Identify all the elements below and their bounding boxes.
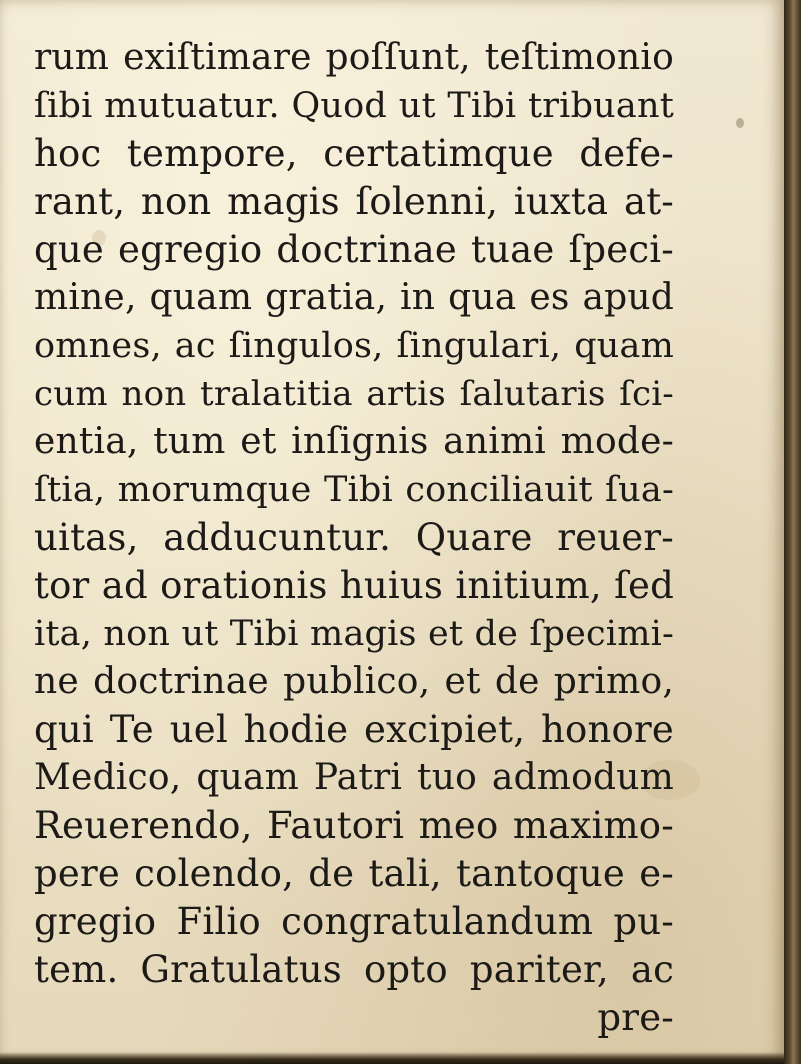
text-line: rant, non magis ſolenni, iuxta at- [34,180,674,223]
text-line: hoc tempore, certatimque defe- [34,132,674,175]
text-line: tem. Gratulatus opto pariter, ac [34,948,674,991]
text-line: uitas, adducuntur. Quare reuer- [34,516,674,559]
paper-stain [736,118,744,128]
text-line: ſibi mutuatur. Quod ut Tibi tribuant [34,86,674,126]
text-line: ita, non ut Tibi magis et de ſpecimi- [34,614,675,654]
text-line: pere colendo, de tali, tantoque e- [34,852,674,895]
text-line: Medico, quam Patri tuo admodum [34,757,674,798]
text-line: entia, tum et inſignis animi mode- [34,421,674,462]
text-line: mine, quam gratia, in qua es apud [34,277,674,318]
text-line: ne doctrinae publico, et de primo, [34,661,674,702]
book-spine-edge [784,0,801,1064]
text-line: ſtia, morumque Tibi conciliauit ſua- [34,470,674,510]
catchword: pre- [597,996,674,1039]
text-line: Reuerendo, Fautori meo maximo- [34,804,674,847]
text-line: gregio Filio congratulandum pu- [34,900,674,943]
text-line: qui Te uel hodie excipiet, honore [34,708,674,751]
text-line: rum exiſtimare poſſunt, teſtimonio [34,37,674,78]
text-line: cum non tralatitia artis ſalutaris ſci- [34,374,674,414]
text-line: que egregio doctrinae tuae ſpeci- [34,228,674,271]
body-text [34,34,674,1042]
text-line: tor ad orationis huius initium, ſed [34,564,674,607]
page-bottom-edge [0,1052,784,1064]
text-line: omnes, ac ſingulos, ſingulari, quam [34,326,674,366]
